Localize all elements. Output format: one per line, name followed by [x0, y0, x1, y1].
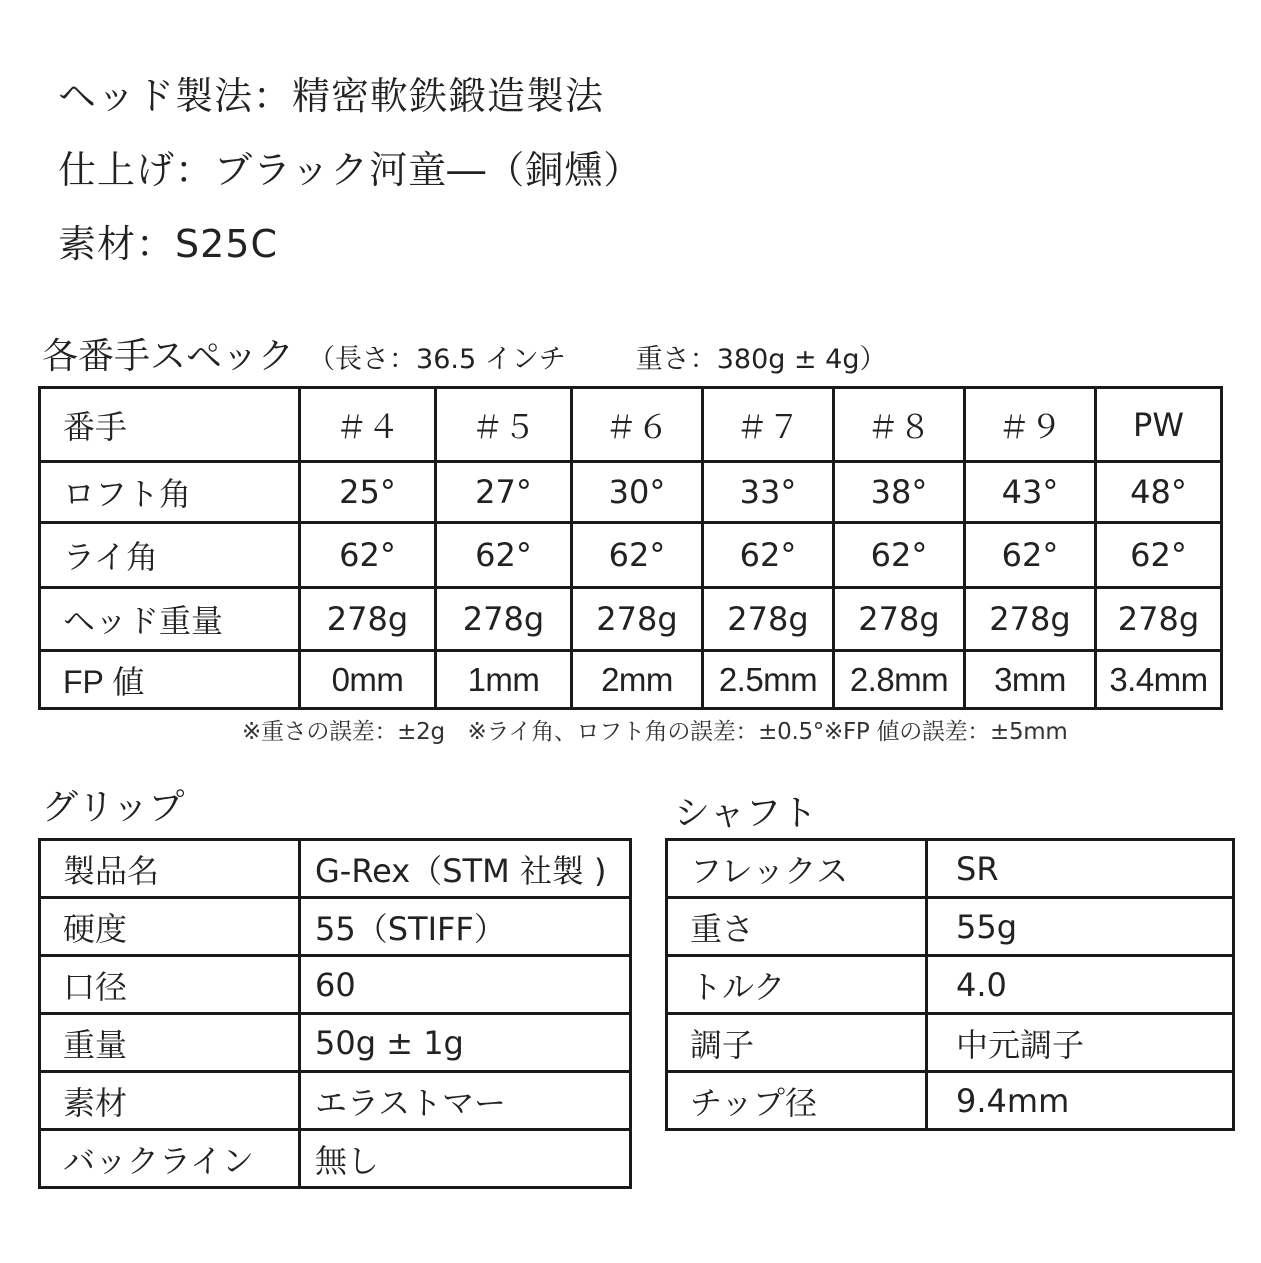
shaft-value: 4.0: [927, 956, 1234, 1014]
grip-key: 重量: [40, 1014, 300, 1072]
shaft-row: [667, 956, 1234, 1014]
grip-row: [40, 898, 631, 956]
grip-value: 50g ± 1g: [300, 1014, 631, 1072]
spec-cell: 3.4mm: [1096, 651, 1222, 709]
shaft-key: チップ径: [667, 1072, 927, 1130]
spec-col-header: ＃４: [300, 388, 436, 462]
tolerance-note: ※重さの誤差：±2g ※ライ角、ロフト角の誤差：±0.5°※FP 値の誤差：±5mm: [242, 719, 1068, 745]
spec-cell: 30°: [572, 462, 703, 523]
material-text: 素材：S25C: [58, 222, 279, 266]
shaft-row: [667, 1014, 1234, 1072]
spec-cell: 62°: [300, 523, 436, 588]
spec-cell: 38°: [834, 462, 965, 523]
spec-cell: 1mm: [436, 651, 572, 709]
shaft-title: シャフト: [674, 793, 818, 834]
shaft-value: 中元調子: [927, 1014, 1234, 1072]
spec-cell: 27°: [436, 462, 572, 523]
spec-cell: 278g: [834, 588, 965, 651]
spec-col-header: PW: [1096, 388, 1222, 462]
shaft-key: トルク: [667, 956, 927, 1014]
spec-cell: 278g: [1096, 588, 1222, 651]
head-method-text: ヘッド製法：精密軟鉄鍛造製法: [58, 74, 605, 118]
shaft-row: [667, 898, 1234, 956]
shaft-value: SR: [927, 840, 1234, 898]
spec-cell: 43°: [965, 462, 1096, 523]
spec-title: [42, 335, 887, 382]
spec-row-head-weight: [40, 588, 1222, 651]
grip-key: 硬度: [40, 898, 300, 956]
grip-key: バックライン: [40, 1130, 300, 1188]
spec-col-header: ＃５: [436, 388, 572, 462]
shaft-table: [665, 838, 1235, 1131]
grip-value: 55（STIFF）: [300, 898, 631, 956]
spec-cell: 62°: [1096, 523, 1222, 588]
spec-cell: 62°: [436, 523, 572, 588]
grip-value: 60: [300, 956, 631, 1014]
grip-value: エラストマー: [300, 1072, 631, 1130]
shaft-value: 55g: [927, 898, 1234, 956]
spec-cell: 2.8mm: [834, 651, 965, 709]
spec-length: （長さ：36.5 インチ: [308, 344, 566, 375]
spec-cell: 62°: [834, 523, 965, 588]
grip-title: グリップ: [42, 787, 185, 828]
spec-row-fp: [40, 651, 1222, 709]
grip-row: [40, 1130, 631, 1188]
spec-cell: 2.5mm: [703, 651, 834, 709]
spec-col-header: ＃６: [572, 388, 703, 462]
spec-col-header: ＃８: [834, 388, 965, 462]
spec-cell: 48°: [1096, 462, 1222, 523]
spec-header-row: [40, 388, 1222, 462]
spec-cell: 278g: [703, 588, 834, 651]
grip-table: [38, 838, 632, 1189]
spec-row-loft: [40, 462, 1222, 523]
shaft-row: [667, 1072, 1234, 1130]
grip-key: 素材: [40, 1072, 300, 1130]
spec-cell: 2mm: [572, 651, 703, 709]
finish-text: 仕上げ：ブラック河童―（銅燻）: [58, 148, 643, 192]
shaft-row: [667, 840, 1234, 898]
grip-value: G-Rex（STM 社製 ): [300, 840, 631, 898]
spec-row-label: ヘッド重量: [40, 588, 300, 651]
grip-value: 無し: [300, 1130, 631, 1188]
spec-table: [38, 386, 1223, 710]
spec-header-label: 番手: [40, 388, 300, 462]
spec-row-label: ライ角: [40, 523, 300, 588]
grip-row: [40, 956, 631, 1014]
shaft-key: 調子: [667, 1014, 927, 1072]
spec-cell: 278g: [965, 588, 1096, 651]
spec-cell: 33°: [703, 462, 834, 523]
spec-weight: 重さ：380g ± 4g）: [635, 344, 887, 375]
spec-row-label: ロフト角: [40, 462, 300, 523]
spec-cell: 278g: [572, 588, 703, 651]
spec-title-label: 各番手スペック: [42, 336, 295, 377]
spec-col-header: ＃９: [965, 388, 1096, 462]
spec-cell: 278g: [436, 588, 572, 651]
spec-cell: 62°: [572, 523, 703, 588]
spec-cell: 0mm: [300, 651, 436, 709]
spec-col-header: ＃７: [703, 388, 834, 462]
grip-key: 製品名: [40, 840, 300, 898]
grip-row: [40, 840, 631, 898]
grip-key: 口径: [40, 956, 300, 1014]
spec-cell: 62°: [703, 523, 834, 588]
grip-row: [40, 1072, 631, 1130]
grip-row: [40, 1014, 631, 1072]
spec-cell: 3mm: [965, 651, 1096, 709]
shaft-value: 9.4mm: [927, 1072, 1234, 1130]
shaft-key: 重さ: [667, 898, 927, 956]
spec-cell: 278g: [300, 588, 436, 651]
spec-cell: 25°: [300, 462, 436, 523]
shaft-key: フレックス: [667, 840, 927, 898]
spec-cell: 62°: [965, 523, 1096, 588]
spec-row-label: FP 値: [40, 651, 300, 709]
spec-row-lie: [40, 523, 1222, 588]
